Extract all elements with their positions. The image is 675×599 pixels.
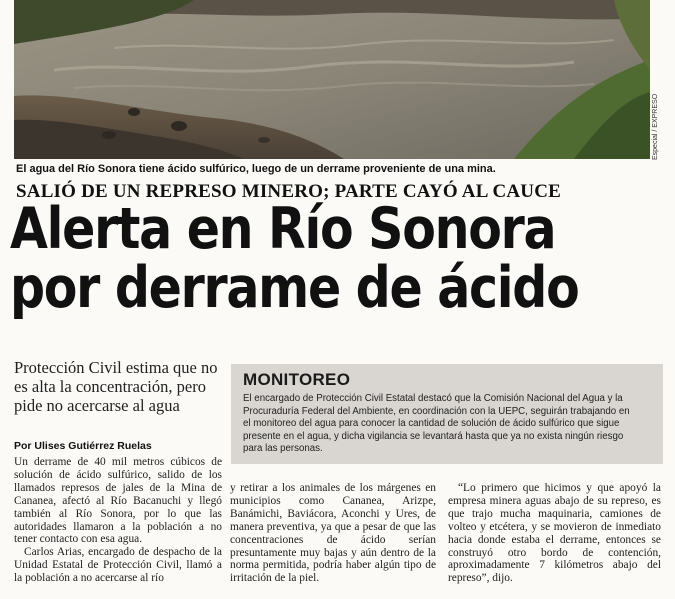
article-column-1 — [14, 456, 222, 585]
byline: Por Ulises Gutiérrez Ruelas — [14, 440, 152, 452]
headline-line-1: Alerta en Río Sonora — [10, 196, 556, 262]
article-paragraph: “Lo primero que hicimos y que apoyó la empresa minera aguas abajo de su represo, es que trajo mucha maquinaria, camiones de volteo y etcétera, y se movieron de inmediato hacia donde estaba el derrame, entonces se construyó otro bordo de contención, aproximadamente 7 kilómetros abajo del represo”, dijo. — [448, 482, 661, 585]
main-headline — [10, 196, 579, 321]
article-paragraph: Un derrame de 40 mil metros cúbicos de solución de ácido sulfúrico, salido de los llamados represos de jales de la Mina de Cananea, afectó al Río Bacanuchi y llegó también al Río Sonora, por lo que las autoridades llamaron a la población a no tener contacto con esa agua. — [14, 456, 222, 546]
sidebar-text: El encargado de Protección Civil Estatal destacó que la Comisión Nacional del Agua y la Procuraduría Federal del Ambiente, en coordinación con la UEPC, seguirán trabajando en el monitoreo del agua para conocer la cantidad de solución de ácido sulfúrico que sigue presente en el agua, y dicha vigilancia se levantará hasta que ya no exista ningún riesgo para las personas. — [243, 393, 630, 455]
article-paragraph: Carlos Arias, encargado de despacho de la Unidad Estatal de Protección Civil, llamó a la población a no acercarse al río — [14, 546, 222, 585]
deck-subheadline: Protección Civil estima que no es alta la concentración, pero pide no acercarse al agua — [14, 358, 218, 415]
headline-line-2: por derrame de ácido — [10, 255, 579, 321]
article-column-3 — [448, 482, 661, 585]
river-photo — [14, 0, 650, 159]
river-photo-illustration — [14, 0, 650, 159]
article-paragraph: y retirar a los animales de los márgenes en municipios como Cananea, Arizpe, Banámichi, Baviácora, Aconchi y Ures, de manera preventiva, ya que a pesar de que las concentraciones de ácido serían presuntamente muy bajas y aún dentro de la norma permitida, podría haber algún tipo de irritación de la piel. — [230, 482, 436, 585]
article-column-2 — [230, 482, 436, 585]
monitoreo-sidebar-box — [231, 364, 663, 464]
photo-caption: El agua del Río Sonora tiene ácido sulfúrico, luego de un derrame proveniente de una mina. — [16, 163, 496, 175]
sidebar-title: MONITOREO — [243, 370, 351, 389]
kicker-headline: SALIÓ DE UN REPRESO MINERO; PARTE CAYÓ AL CAUCE — [16, 181, 562, 202]
photo-credit: Especial / EXPRESO — [652, 93, 659, 160]
